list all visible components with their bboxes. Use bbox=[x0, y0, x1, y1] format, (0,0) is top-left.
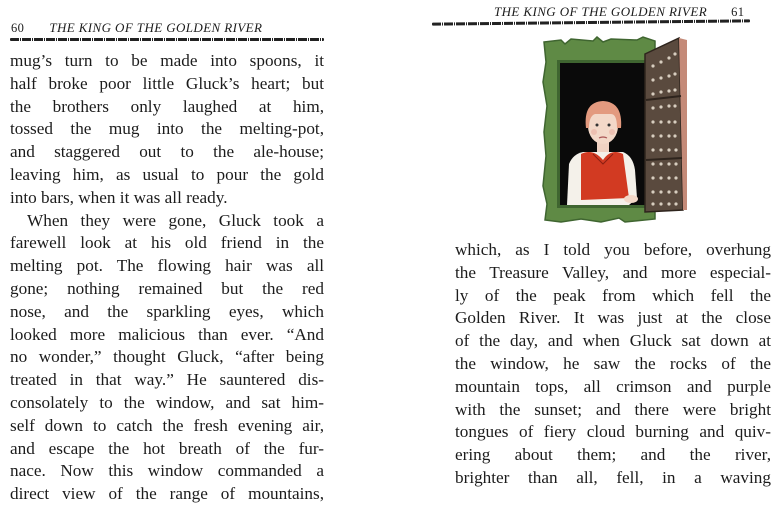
right-page bbox=[420, 0, 779, 508]
text-line: melting pot. The flowing hair was all bbox=[10, 256, 324, 276]
text-line: When they were gone, Gluck took a bbox=[27, 210, 324, 230]
text-line: the window, he saw the rocks of the bbox=[455, 353, 771, 373]
text-line: the Treasure Valley, and more especial- bbox=[455, 262, 771, 282]
text-line: mountain tops, all crimson and purple bbox=[455, 376, 771, 396]
text-line: of the day, and when Gluck sat down at bbox=[455, 331, 771, 351]
text-line: self down to catch the fresh evening air, bbox=[10, 415, 324, 435]
text-line: and staggered out to the ale-house; bbox=[10, 142, 324, 162]
book-title: THE KING OF THE GOLDEN RIVER bbox=[49, 20, 263, 35]
text-line: farewell look at his old friend in the bbox=[10, 233, 324, 253]
window-illustration bbox=[541, 36, 687, 224]
text-line: half broke poor little Gluck’s heart; but bbox=[10, 73, 324, 93]
text-line: brighter than all, fell, in a waving bbox=[455, 467, 771, 487]
text-line: Golden River. It was just at the close bbox=[455, 308, 771, 328]
text-line: leaving him, as usual to pour the gold bbox=[10, 164, 324, 184]
text-line: into bars, when it was all ready. bbox=[10, 187, 228, 207]
page-number: 61 bbox=[731, 5, 745, 19]
text-line: tongues of fiery cloud burning and quiv- bbox=[455, 422, 771, 442]
body-text bbox=[10, 50, 324, 506]
text-line: gone; nothing remained but the red bbox=[10, 278, 324, 298]
text-line: nose, and the sparkling eyes, which bbox=[10, 301, 324, 321]
text-line: consolately to the window, and sat him- bbox=[10, 392, 324, 412]
text-line: ering about them; and the river, bbox=[455, 445, 771, 465]
text-line: looked more malicious than ever. “And bbox=[10, 324, 324, 344]
running-head-left bbox=[11, 20, 262, 36]
text-line: with the sunset; and there were bright bbox=[455, 399, 771, 419]
text-line: nace. Now this window commanded a bbox=[10, 461, 324, 481]
running-head-right bbox=[494, 4, 744, 20]
text-line: which, as I told you before, overhung bbox=[455, 240, 771, 259]
left-page bbox=[0, 0, 340, 508]
decorative-rule bbox=[10, 38, 324, 41]
text-line: direct view of the range of mountains, bbox=[10, 484, 324, 504]
page-number: 60 bbox=[11, 21, 25, 35]
text-line: and escape the hot breath of the fur- bbox=[10, 438, 324, 458]
book-title: THE KING OF THE GOLDEN RIVER bbox=[494, 4, 708, 19]
text-line: no wonder,” thought Gluck, “after being bbox=[10, 347, 324, 367]
text-line: ly of the peak from which fell the bbox=[455, 285, 771, 305]
body-text bbox=[455, 239, 771, 490]
text-line: treated in that way.” He sauntered dis- bbox=[10, 370, 324, 390]
decorative-rule bbox=[432, 19, 750, 25]
text-line: mug’s turn to be made into spoons, it bbox=[10, 51, 324, 70]
text-line: the brothers only laughed at him, bbox=[10, 96, 324, 116]
text-line: tossed the mug into the melting-pot, bbox=[10, 119, 324, 139]
